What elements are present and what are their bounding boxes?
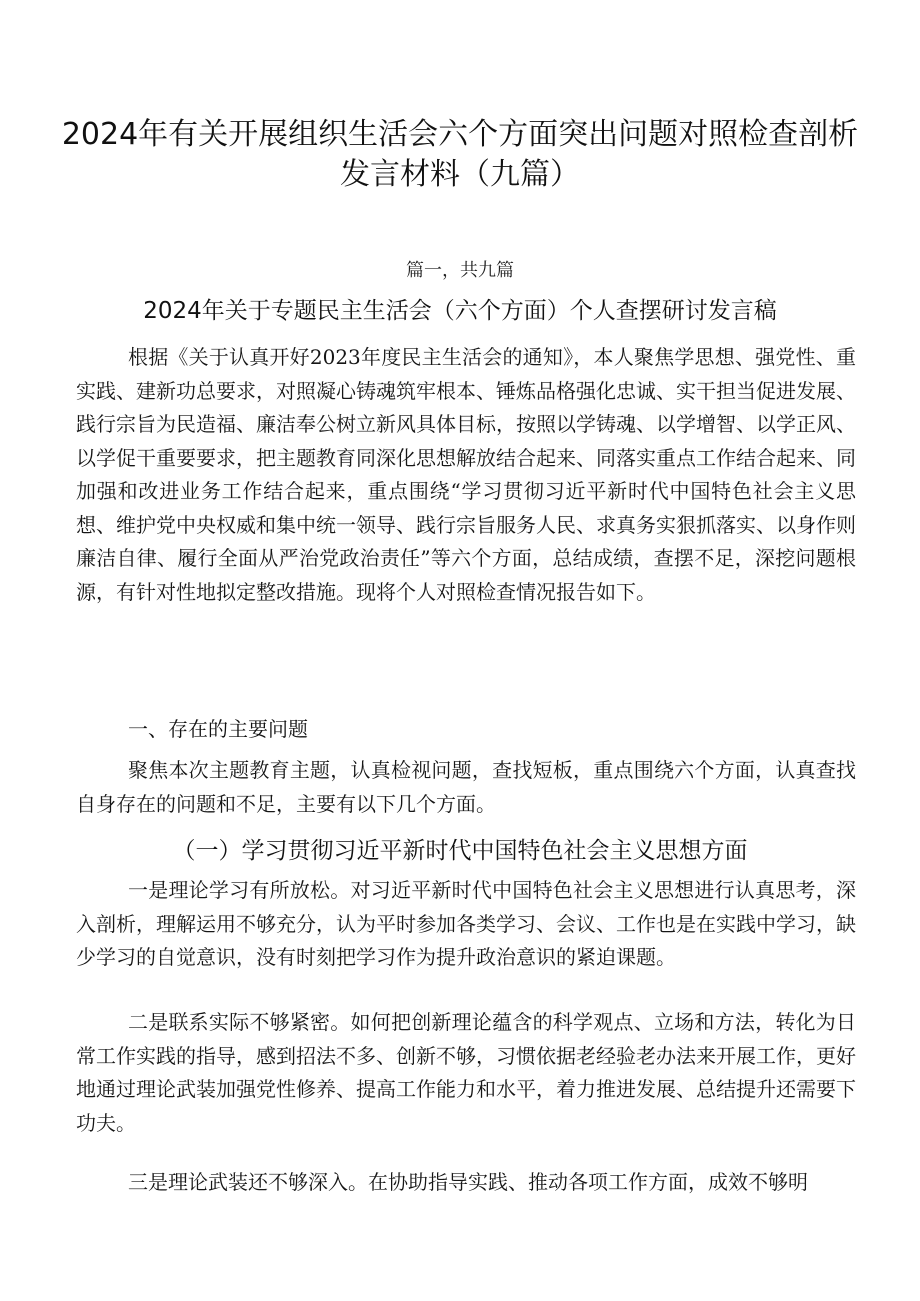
- intro-paragraph: 根据《关于认真开好2023年度民主生活会的通知》，本人聚焦学思想、强党性、重实践、建新功总要求，对照凝心铸魂筑牢根本、锤炼品格强化忠诚、实干担当促进发展、践行宗旨为民造福、廉洁奉公树立新风具体目标，按照以学铸魂、以学增智、以学正风、以学促干重要要求，把主题教育同深化思想解放结合起来、同落实重点工作结合起来、同加强和改进业务工作结合起来，重点围绕“学习贯彻习近平新时代中国特色社会主义思想、维护党中央权威和集中统一领导、践行宗旨服务人民、求真务实狠抓落实、以身作则廉洁自律、履行全面从严治党政治责任”等六个方面，总结成绩，查摆不足，深挖问题根源，有针对性地拟定整改措施。现将个人对照检查情况报告如下。: [76, 345, 856, 604]
- section-one-paragraph: 聚焦本次主题教育主题，认真检视问题，查找短板，重点围绕六个方面，认真查找自身存在的问题和不足，主要有以下几个方面。: [76, 758, 856, 816]
- document-title-line-1: 2024年有关开展组织生活会六个方面突出问题对照检查剖析: [61, 117, 859, 152]
- point-three-paragraph: 三是理论武装还不够深入。在协助指导实践、推动各项工作方面，成效不够明: [128, 1170, 808, 1194]
- section-label: 篇一，共九篇: [406, 260, 514, 281]
- subsection-heading: （一）学习贯彻习近平新时代中国特色社会主义思想方面: [172, 838, 748, 864]
- section-one-heading: 一、存在的主要问题: [128, 717, 308, 741]
- point-two-paragraph: 二是联系实际不够紧密。如何把创新理论蕴含的科学观点、立场和方法，转化为日常工作实践的指导，感到招法不多、创新不够，习惯依据老经验老办法来开展工作，更好地通过理论武装加强党性修养、提高工作能力和水平，着力推进发展、总结提升还需要下功夫。: [76, 1010, 856, 1135]
- article-title: 2024年关于专题民主生活会（六个方面）个人查摆研讨发言稿: [143, 298, 777, 324]
- document-title-line-2: 发言材料（九篇）: [340, 157, 580, 192]
- point-one-paragraph: 一是理论学习有所放松。对习近平新时代中国特色社会主义思想进行认真思考，深入剖析，理解运用不够充分，认为平时参加各类学习、会议、工作也是在实践中学习，缺少学习的自觉意识，没有时刻把学习作为提升政治意识的紧迫课题。: [76, 878, 856, 969]
